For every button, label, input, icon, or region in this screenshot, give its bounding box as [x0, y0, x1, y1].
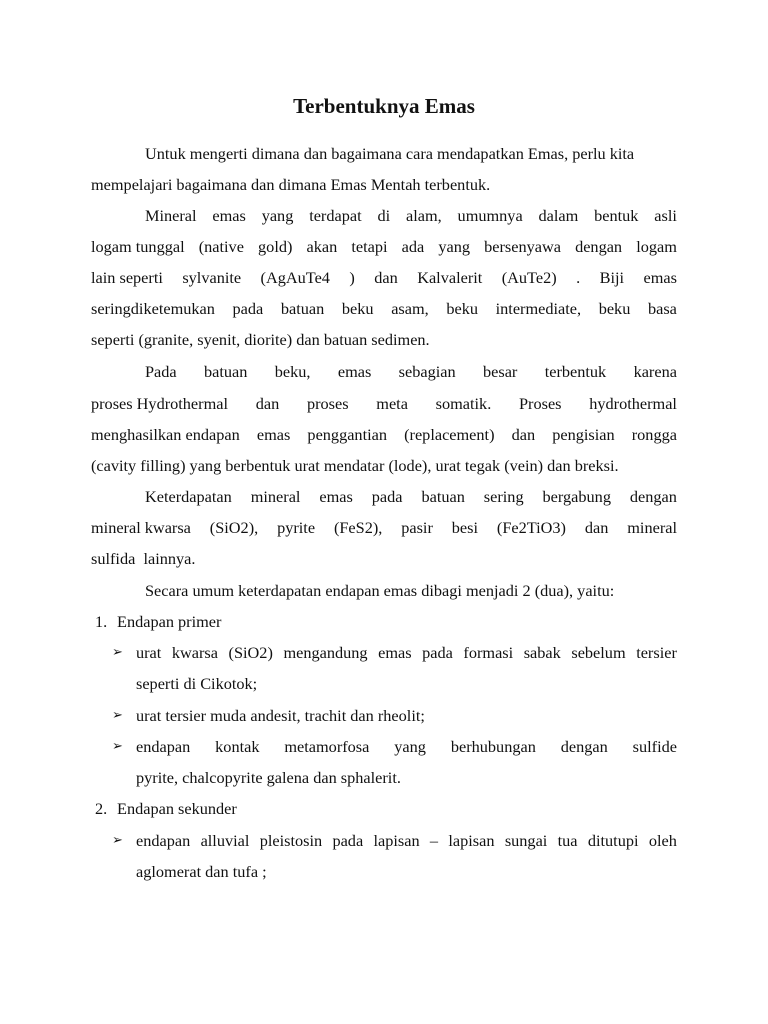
word: mengandung	[283, 643, 368, 662]
word: endapan	[136, 831, 191, 850]
word: ada	[401, 237, 425, 256]
paragraph-3-line-3	[91, 425, 677, 445]
word: pada	[371, 487, 403, 506]
word: emas	[378, 643, 412, 662]
paragraph-1-line-1: Untuk mengerti dimana dan bagaimana cara mendapatkan Emas, perlu kita	[145, 144, 635, 163]
word: –	[429, 831, 439, 850]
paragraph-1-line-2: mempelajari bagaimana dan dimana Emas Mentah terbentuk.	[91, 175, 491, 194]
word: logam	[636, 237, 677, 256]
word: formasi	[463, 643, 514, 662]
word: dan	[584, 518, 609, 537]
word: akan	[306, 237, 338, 256]
bullet-3-line-1	[136, 737, 677, 757]
word: beku	[598, 299, 631, 318]
word: dengan	[575, 237, 623, 256]
list-item-2-label: Endapan sekunder	[117, 799, 237, 818]
arrow-bullet-icon: ➢	[112, 645, 123, 660]
word: (native	[198, 237, 244, 256]
word: sering	[483, 487, 524, 506]
paragraph-3-line-4: (cavity filling) yang berbentuk urat mendatar (lode), urat tegak (vein) dan breksi.	[91, 456, 619, 475]
word: basa	[647, 299, 677, 318]
document-title: Terbentuknya Emas	[293, 94, 475, 118]
list-item-1-label: Endapan primer	[117, 612, 222, 631]
word: beku	[446, 299, 478, 318]
word: emas	[212, 206, 246, 225]
paragraph-3-line-1	[145, 362, 677, 382]
word: batuan	[421, 487, 465, 506]
word: oleh	[648, 831, 677, 850]
word: Keterdapatan	[145, 487, 232, 506]
paragraph-2-line-1	[145, 206, 677, 226]
word: pleistosin	[259, 831, 323, 850]
word: karena	[633, 362, 677, 381]
word: gold)	[258, 237, 293, 256]
word: Mineral	[145, 206, 197, 225]
paragraph-4-line-1	[145, 487, 677, 507]
word: Biji	[599, 268, 625, 287]
word: Proses	[518, 394, 562, 413]
paragraph-2-line-2	[91, 237, 677, 257]
word: meta	[376, 394, 408, 413]
word: Kalvalerit	[417, 268, 483, 287]
word: besar	[483, 362, 518, 381]
paragraph-4-line-2	[91, 518, 677, 538]
word: sungai	[504, 831, 548, 850]
word: sylvanite	[182, 268, 242, 287]
word: batuan	[204, 362, 248, 381]
word: (FeS2),	[333, 518, 383, 537]
word: .	[576, 268, 581, 287]
word: endapan	[136, 737, 191, 756]
bullet-3-line-2: pyrite, chalcopyrite galena dan sphalerit.	[136, 768, 401, 787]
word: tetapi	[351, 237, 388, 256]
word: beku	[341, 299, 374, 318]
word: kontak	[215, 737, 260, 756]
word: besi	[451, 518, 479, 537]
word: terdapat	[309, 206, 362, 225]
word: sabak	[523, 643, 561, 662]
word: emas	[256, 425, 291, 444]
word: proses	[306, 394, 349, 413]
bullet-2-line-1: urat tersier muda andesit, trachit dan rheolit;	[136, 706, 425, 725]
word: mineral	[250, 487, 301, 506]
word: pada	[422, 643, 453, 662]
paragraph-2-line-3	[91, 268, 677, 288]
bullet-4-line-1	[136, 831, 677, 851]
word: asli	[654, 206, 677, 225]
word: umumnya	[457, 206, 523, 225]
word: di	[377, 206, 391, 225]
paragraph-4-line-3: sulfida lainnya.	[91, 549, 196, 568]
word: dan	[255, 394, 280, 413]
word: alam,	[405, 206, 442, 225]
word: somatik.	[435, 394, 492, 413]
word: kwarsa	[171, 643, 218, 662]
paragraph-5-line-1: Secara umum keterdapatan endapan emas dibagi menjadi 2 (dua), yaitu:	[145, 581, 615, 600]
word: yang	[261, 206, 294, 225]
word: yang	[438, 237, 470, 256]
word: proses Hydrothermal	[91, 394, 228, 413]
word: bentuk	[594, 206, 639, 225]
arrow-bullet-icon: ➢	[112, 833, 123, 848]
arrow-bullet-icon: ➢	[112, 708, 123, 723]
word: hydrothermal	[589, 394, 677, 413]
word: menghasilkan endapan	[91, 425, 240, 444]
word: pada	[332, 831, 364, 850]
word: metamorfosa	[284, 737, 370, 756]
word: pasir	[401, 518, 433, 537]
arrow-bullet-icon: ➢	[112, 739, 123, 754]
word: urat	[136, 643, 162, 662]
word: asam,	[391, 299, 429, 318]
word: lapisan	[448, 831, 495, 850]
word: (AgAuTe4	[260, 268, 330, 287]
word: penggantian	[307, 425, 387, 444]
word: emas	[337, 362, 372, 381]
list-number-2: 2.	[95, 799, 108, 818]
bullet-1-line-2: seperti di Cikotok;	[136, 674, 258, 693]
word: dan	[511, 425, 536, 444]
word: lain seperti	[91, 268, 163, 287]
word: (Fe2TiO3)	[496, 518, 566, 537]
word: ditutupi	[587, 831, 639, 850]
word: Pada	[145, 362, 177, 381]
word: sebelum	[571, 643, 626, 662]
word: mineral	[627, 518, 677, 537]
word: (AuTe2)	[501, 268, 557, 287]
word: pyrite	[277, 518, 316, 537]
word: tersier	[636, 643, 677, 662]
word: pengisian	[552, 425, 615, 444]
word: dan	[374, 268, 398, 287]
word: mineral kwarsa	[91, 518, 191, 537]
word: intermediate,	[495, 299, 582, 318]
word: dengan	[629, 487, 677, 506]
paragraph-3-line-2	[91, 394, 677, 414]
word: rongga	[631, 425, 677, 444]
word: alluvial	[200, 831, 250, 850]
word: yang	[394, 737, 426, 756]
word: (replacement)	[404, 425, 495, 444]
word: emas	[643, 268, 677, 287]
word: (SiO2),	[209, 518, 259, 537]
word: pada	[232, 299, 264, 318]
word: bersenyawa	[484, 237, 561, 256]
paragraph-2-line-4	[91, 299, 677, 319]
word: emas	[319, 487, 353, 506]
list-number-1: 1.	[95, 612, 108, 631]
word: bergabung	[542, 487, 611, 506]
word: logam tunggal	[91, 237, 185, 256]
word: sulfide	[632, 737, 677, 756]
word: dalam	[538, 206, 579, 225]
word: (SiO2)	[228, 643, 273, 662]
bullet-4-line-2: aglomerat dan tufa ;	[136, 862, 267, 881]
word: berhubungan	[450, 737, 536, 756]
word: tua	[557, 831, 578, 850]
word: seringdiketemukan	[91, 299, 215, 318]
word: dengan	[560, 737, 608, 756]
word: beku,	[274, 362, 311, 381]
paragraph-2-line-5: seperti (granite, syenit, diorite) dan batuan sedimen.	[91, 330, 430, 349]
word: lapisan	[373, 831, 420, 850]
word: terbentuk	[544, 362, 607, 381]
word: )	[349, 268, 355, 287]
word: batuan	[280, 299, 325, 318]
bullet-1-line-1	[136, 643, 677, 663]
word: sebagian	[398, 362, 456, 381]
